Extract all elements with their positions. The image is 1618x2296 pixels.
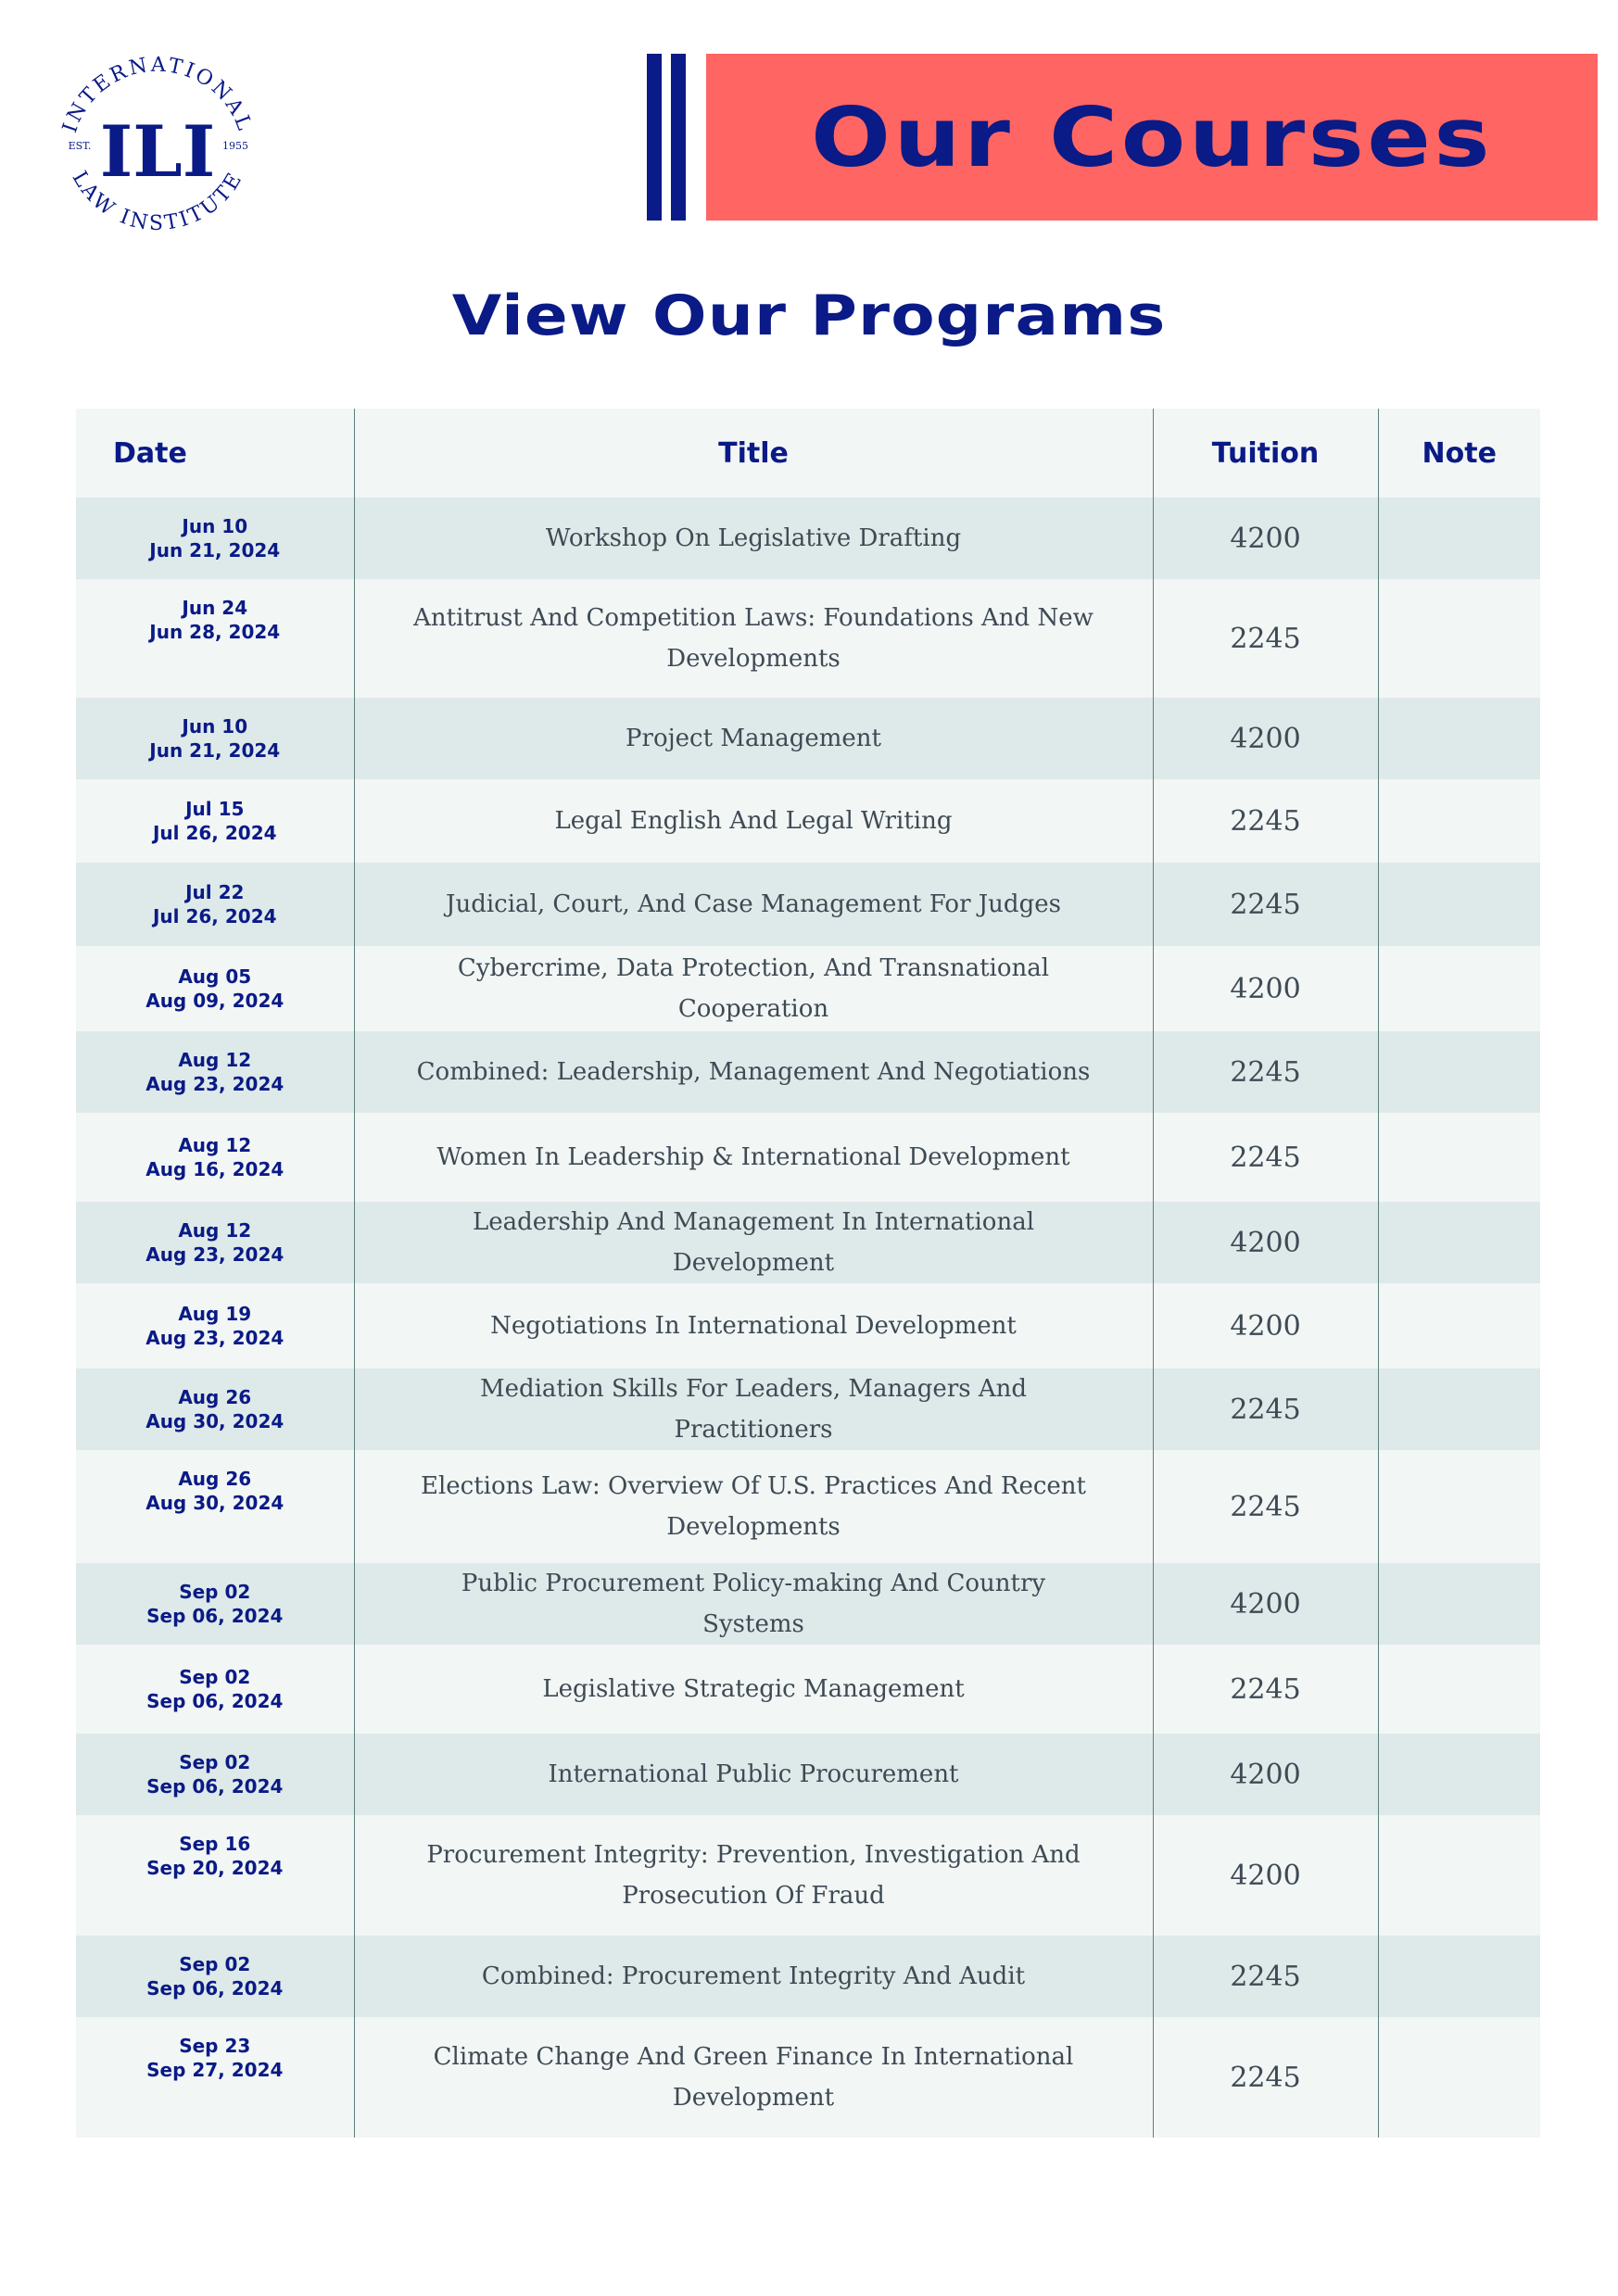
tuition-cell: 4200 <box>1153 1283 1378 1369</box>
table-row <box>76 498 1540 579</box>
section-title-text: View Our Programs <box>451 284 1167 348</box>
course-title: Climate Change And Green Finance In International Development <box>354 2017 1153 2138</box>
start-date: Aug 05 <box>178 965 252 988</box>
start-date: Jun 10 <box>182 515 248 537</box>
note-cell <box>1378 1283 1540 1369</box>
end-date: Sep 06, 2024 <box>146 1690 284 1712</box>
note-cell <box>1378 498 1540 579</box>
tuition-cell: 4200 <box>1153 1202 1378 1283</box>
date-cell <box>76 946 354 1031</box>
end-date: Jun 21, 2024 <box>149 739 281 762</box>
course-title: Negotiations In International Development <box>354 1283 1153 1369</box>
end-date: Sep 06, 2024 <box>146 1775 284 1798</box>
column-header-date: Date <box>76 409 354 498</box>
course-title: Antitrust And Competition Laws: Foundations And New Developments <box>354 579 1153 698</box>
table-row <box>76 1563 1540 1645</box>
start-date: Jul 15 <box>185 798 245 820</box>
start-date: Jun 24 <box>182 597 248 619</box>
tuition-cell: 4200 <box>1153 498 1378 579</box>
date-cell <box>76 1645 354 1734</box>
date-cell <box>76 1936 354 2017</box>
end-date: Aug 09, 2024 <box>145 990 284 1012</box>
course-title: Workshop On Legislative Drafting <box>354 498 1153 579</box>
start-date: Aug 12 <box>178 1134 252 1156</box>
tuition-cell: 2245 <box>1153 579 1378 698</box>
tuition-cell: 4200 <box>1153 1734 1378 1815</box>
table-row <box>76 1645 1540 1734</box>
start-date: Sep 02 <box>179 1581 251 1603</box>
table-row <box>76 1936 1540 2017</box>
table-row <box>76 1202 1540 1283</box>
table-row <box>76 1369 1540 1450</box>
tuition-cell: 2245 <box>1153 1450 1378 1563</box>
logo-ring-text-bottom: LAW INSTITUTE <box>67 167 248 235</box>
date-cell <box>76 2017 354 2138</box>
note-cell <box>1378 1563 1540 1645</box>
date-cell <box>76 1815 354 1936</box>
start-date: Sep 23 <box>179 2035 251 2057</box>
course-title: Women In Leadership & International Development <box>354 1113 1153 1202</box>
course-title: Combined: Procurement Integrity And Audit <box>354 1936 1153 2017</box>
course-title: Mediation Skills For Leaders, Managers And Practitioners <box>354 1369 1153 1450</box>
tuition-cell: 4200 <box>1153 1815 1378 1936</box>
date-cell <box>76 1450 354 1563</box>
tuition-cell: 2245 <box>1153 1031 1378 1113</box>
date-cell <box>76 1734 354 1815</box>
note-cell <box>1378 2017 1540 2138</box>
course-title: Combined: Leadership, Management And Negotiations <box>354 1031 1153 1113</box>
date-cell <box>76 579 354 698</box>
date-cell <box>76 779 354 863</box>
tuition-cell: 2245 <box>1153 2017 1378 2138</box>
table-row <box>76 1031 1540 1113</box>
logo-ring-text-top: INTERNATIONAL <box>58 53 257 136</box>
header-accent-bars <box>647 54 695 221</box>
note-cell <box>1378 1815 1540 1936</box>
note-cell <box>1378 1645 1540 1734</box>
column-header-note: Note <box>1378 409 1540 498</box>
tuition-cell: 4200 <box>1153 946 1378 1031</box>
note-cell <box>1378 1031 1540 1113</box>
table-row <box>76 579 1540 698</box>
date-cell <box>76 1031 354 1113</box>
courses-table <box>76 409 1540 2138</box>
table-row <box>76 863 1540 946</box>
section-title <box>0 284 1618 348</box>
header-banner <box>706 54 1598 221</box>
note-cell <box>1378 1450 1540 1563</box>
table-row <box>76 1450 1540 1563</box>
note-cell <box>1378 1202 1540 1283</box>
note-cell <box>1378 1113 1540 1202</box>
logo-est-label: EST. <box>68 140 92 152</box>
date-cell <box>76 1202 354 1283</box>
note-cell <box>1378 946 1540 1031</box>
tuition-cell: 2245 <box>1153 779 1378 863</box>
table-row <box>76 1283 1540 1369</box>
header-accent-bar <box>671 54 686 221</box>
course-title: Public Procurement Policy-making And Country Systems <box>354 1563 1153 1645</box>
table-row <box>76 1815 1540 1936</box>
tuition-cell: 2245 <box>1153 1936 1378 2017</box>
start-date: Aug 12 <box>178 1219 252 1242</box>
date-cell <box>76 698 354 779</box>
date-cell <box>76 1283 354 1369</box>
start-date: Aug 12 <box>178 1049 252 1071</box>
table-header-row <box>76 409 1540 498</box>
start-date: Sep 02 <box>179 1751 251 1773</box>
note-cell <box>1378 698 1540 779</box>
header-accent-bar <box>647 54 662 221</box>
table-row <box>76 1734 1540 1815</box>
start-date: Jun 10 <box>182 715 248 738</box>
column-header-title: Title <box>354 409 1153 498</box>
end-date: Sep 27, 2024 <box>146 2059 284 2081</box>
logo-year: 1955 <box>222 140 248 152</box>
end-date: Jul 26, 2024 <box>152 905 277 927</box>
course-title: Cybercrime, Data Protection, And Transnational Cooperation <box>354 946 1153 1031</box>
end-date: Aug 23, 2024 <box>145 1327 284 1349</box>
courses-table-body <box>76 498 1540 2138</box>
start-date: Jul 22 <box>185 881 245 903</box>
course-title: Judicial, Court, And Case Management For Judges <box>354 863 1153 946</box>
page-title: Our Courses <box>810 89 1494 185</box>
tuition-cell: 4200 <box>1153 698 1378 779</box>
note-cell <box>1378 779 1540 863</box>
ili-logo <box>46 35 269 258</box>
start-date: Sep 02 <box>179 1666 251 1688</box>
end-date: Jun 21, 2024 <box>149 539 281 561</box>
date-cell <box>76 1563 354 1645</box>
course-title: Legislative Strategic Management <box>354 1645 1153 1734</box>
note-cell <box>1378 1936 1540 2017</box>
end-date: Jul 26, 2024 <box>152 822 277 844</box>
note-cell <box>1378 1369 1540 1450</box>
course-title: Project Management <box>354 698 1153 779</box>
tuition-cell: 2245 <box>1153 1113 1378 1202</box>
course-title: Elections Law: Overview Of U.S. Practices And Recent Developments <box>354 1450 1153 1563</box>
date-cell <box>76 498 354 579</box>
tuition-cell: 4200 <box>1153 1563 1378 1645</box>
end-date: Aug 23, 2024 <box>145 1243 284 1266</box>
course-title: International Public Procurement <box>354 1734 1153 1815</box>
date-cell <box>76 1113 354 1202</box>
table-row <box>76 1113 1540 1202</box>
course-title: Legal English And Legal Writing <box>354 779 1153 863</box>
course-title: Procurement Integrity: Prevention, Investigation And Prosecution Of Fraud <box>354 1815 1153 1936</box>
table-row <box>76 698 1540 779</box>
start-date: Sep 16 <box>179 1833 251 1855</box>
date-cell <box>76 1369 354 1450</box>
table-row <box>76 946 1540 1031</box>
tuition-cell: 2245 <box>1153 863 1378 946</box>
tuition-cell: 2245 <box>1153 1645 1378 1734</box>
end-date: Sep 20, 2024 <box>146 1857 284 1879</box>
table-row <box>76 2017 1540 2138</box>
tuition-cell: 2245 <box>1153 1369 1378 1450</box>
start-date: Aug 19 <box>178 1303 252 1325</box>
column-header-tuition: Tuition <box>1153 409 1378 498</box>
start-date: Aug 26 <box>178 1386 252 1408</box>
end-date: Aug 23, 2024 <box>145 1073 284 1095</box>
note-cell <box>1378 863 1540 946</box>
end-date: Sep 06, 2024 <box>146 1605 284 1627</box>
end-date: Aug 30, 2024 <box>145 1492 284 1514</box>
end-date: Sep 06, 2024 <box>146 1977 284 2000</box>
course-title: Leadership And Management In International Development <box>354 1202 1153 1283</box>
table-row <box>76 779 1540 863</box>
logo-initials: ILI <box>99 110 216 193</box>
date-cell <box>76 863 354 946</box>
end-date: Aug 16, 2024 <box>145 1158 284 1180</box>
note-cell <box>1378 579 1540 698</box>
start-date: Sep 02 <box>179 1953 251 1975</box>
end-date: Aug 30, 2024 <box>145 1410 284 1432</box>
end-date: Jun 28, 2024 <box>149 621 281 643</box>
note-cell <box>1378 1734 1540 1815</box>
start-date: Aug 26 <box>178 1468 252 1490</box>
